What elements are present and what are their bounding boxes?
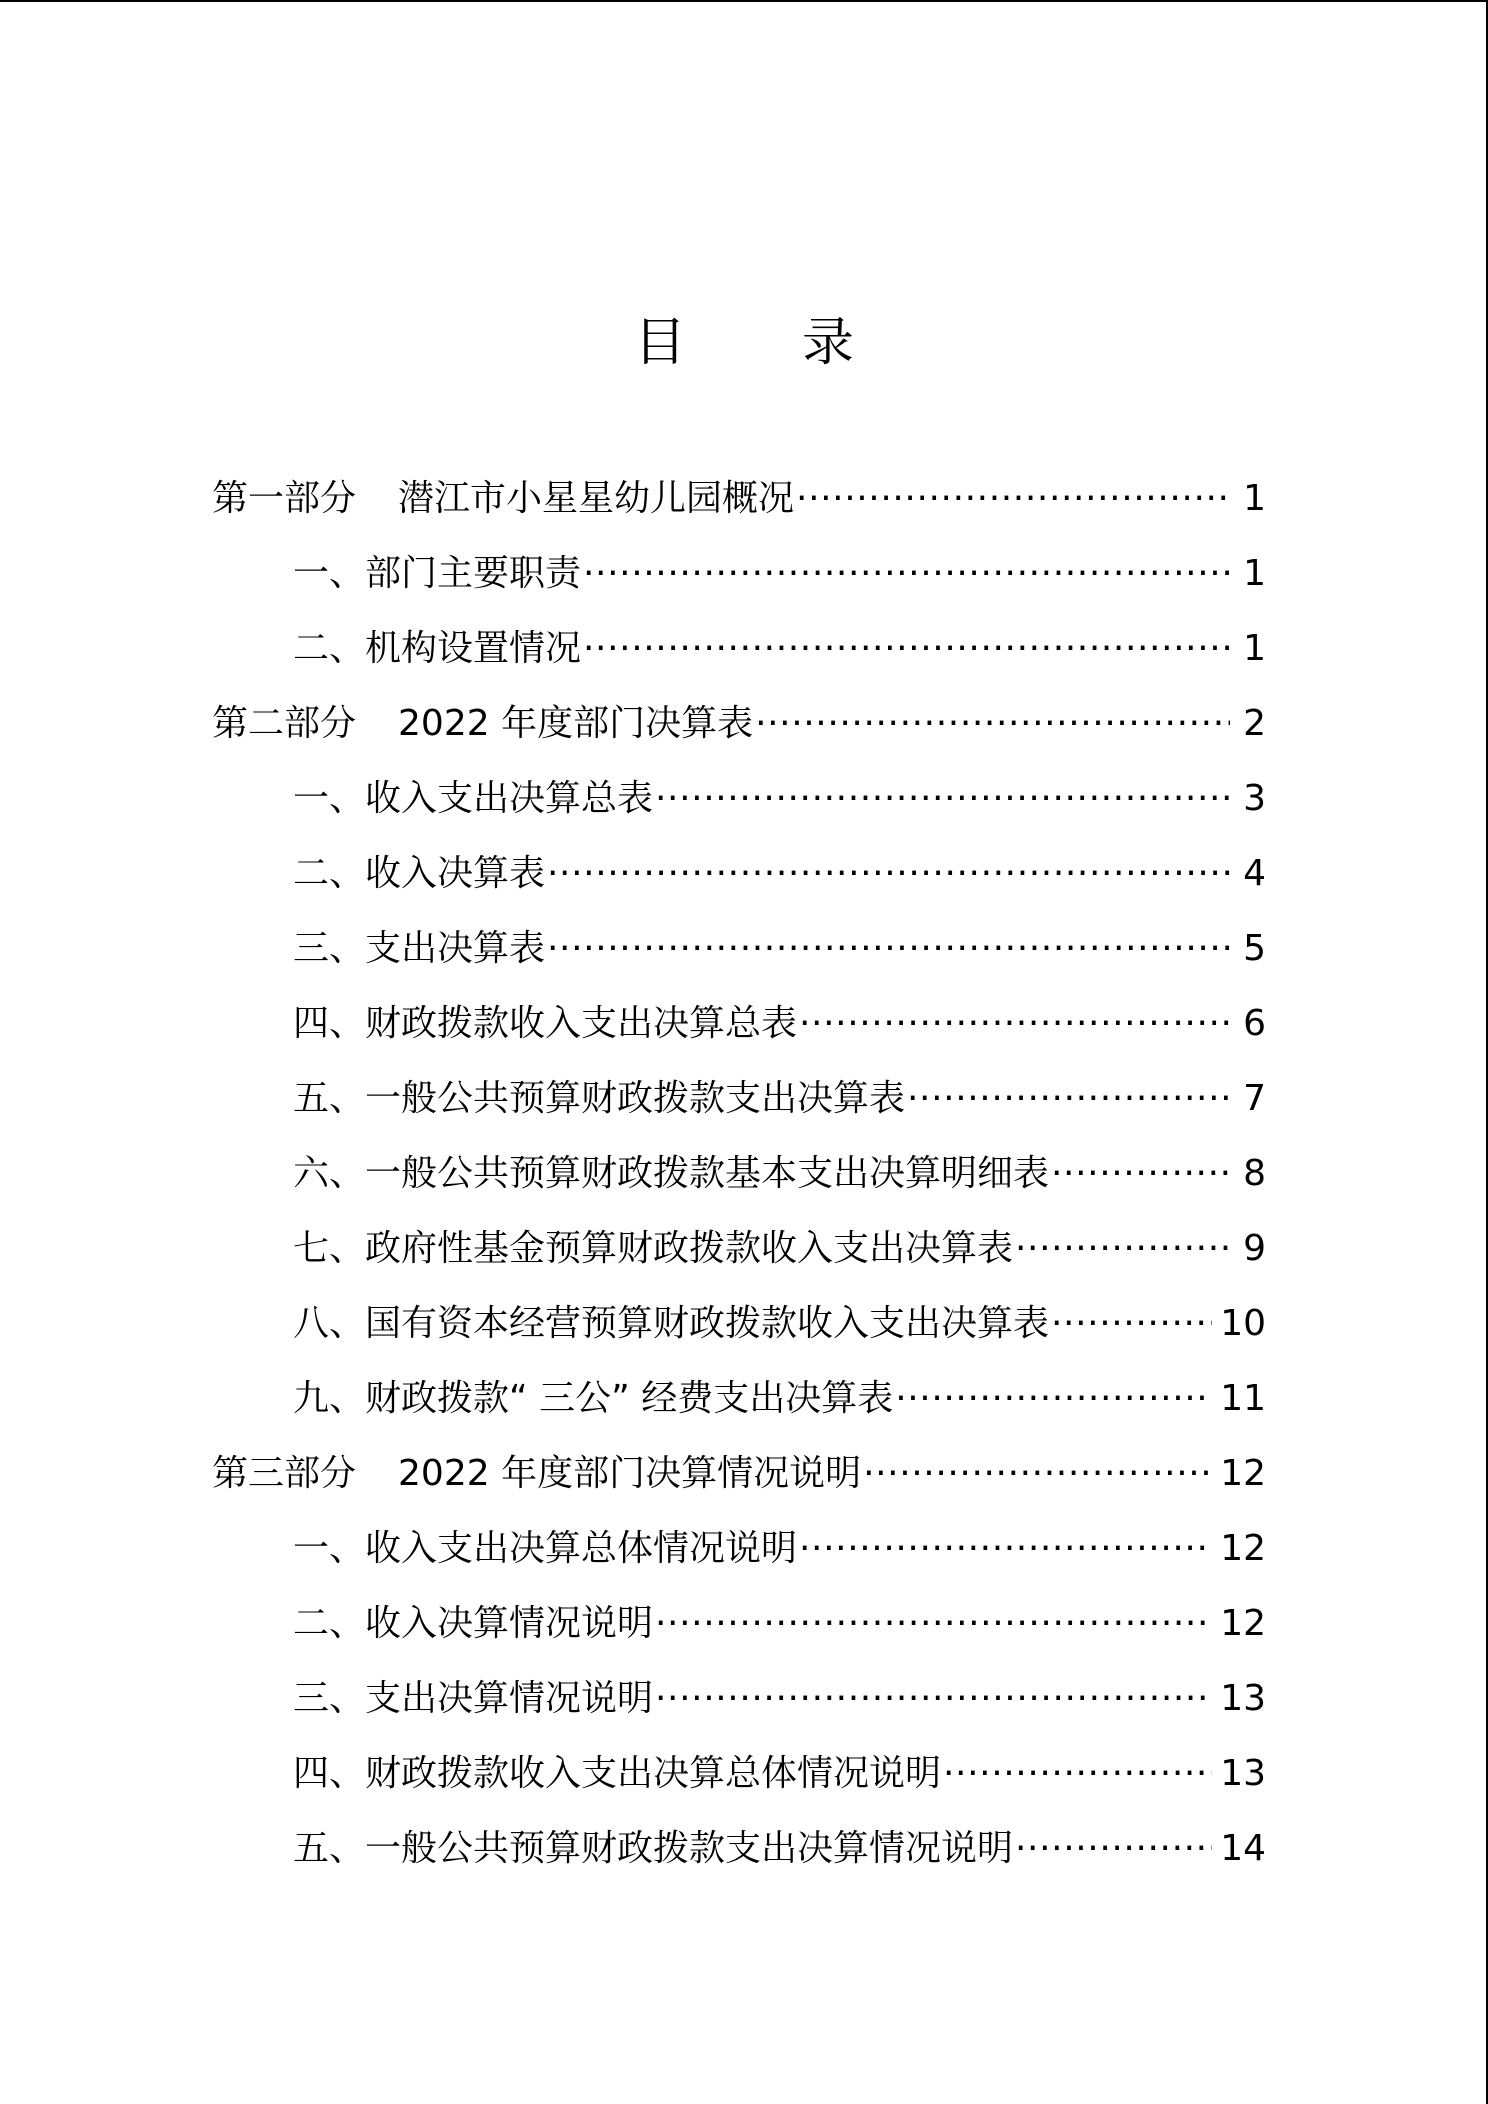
- toc-entry-text: [293, 1586, 653, 1661]
- toc-entry-label: 一、部门主要职责: [293, 553, 582, 594]
- toc-section-entry[interactable]: [212, 761, 1266, 836]
- toc-dot-leader: [583, 611, 1230, 686]
- toc-dot-leader: [907, 1061, 1230, 1136]
- toc-entry-text: [212, 1436, 861, 1511]
- toc-page-number: 13: [1220, 1753, 1266, 1794]
- toc-section-entry[interactable]: [212, 611, 1266, 686]
- toc-dot-leader: [863, 1436, 1212, 1511]
- toc-entry-label: 三、支出决算表: [293, 928, 546, 969]
- toc-entry-label: 九、财政拨款“ 三公” 经费支出决算表: [293, 1378, 894, 1419]
- toc-part-entry[interactable]: [212, 461, 1266, 536]
- toc-entry-label: 四、财政拨款收入支出决算总表: [293, 1003, 798, 1044]
- toc-part-entry[interactable]: [212, 686, 1266, 761]
- toc-entry-label: 一、收入支出决算总体情况说明: [293, 1528, 798, 1569]
- toc-entry-label: 潜江市小星星幼儿园概况: [398, 478, 795, 519]
- toc-entry-label: 二、收入决算情况说明: [293, 1603, 654, 1644]
- toc-dot-leader: [547, 911, 1230, 986]
- toc-dot-leader: [655, 1586, 1212, 1661]
- toc-entry-label: 二、机构设置情况: [293, 628, 582, 669]
- toc-title: [0, 308, 1488, 378]
- toc-page-number: 12: [1220, 1528, 1266, 1569]
- toc-entry-text: [293, 1361, 893, 1436]
- toc-dot-leader: [1015, 1811, 1212, 1886]
- toc-page-number: 1: [1243, 628, 1266, 669]
- toc-dot-leader: [895, 1361, 1212, 1436]
- toc-entry-label: 六、一般公共预算财政拨款基本支出决算明细表: [293, 1153, 1050, 1194]
- toc-entry-label: 七、政府性基金预算财政拨款收入支出决算表: [293, 1228, 1014, 1269]
- toc-page-number: 11: [1220, 1378, 1266, 1419]
- toc-entry-text: [293, 761, 653, 836]
- toc-entry-text: [293, 836, 545, 911]
- toc-section-entry[interactable]: [212, 1361, 1266, 1436]
- toc-page-number: 3: [1243, 778, 1266, 819]
- toc-page-number: 8: [1243, 1153, 1266, 1194]
- toc-page-number: 12: [1220, 1603, 1266, 1644]
- toc-part-entry[interactable]: [212, 1436, 1266, 1511]
- toc-entry-text: [293, 1736, 941, 1811]
- toc-section-entry[interactable]: [212, 1736, 1266, 1811]
- toc-dot-leader: [1051, 1136, 1230, 1211]
- toc-section-entry[interactable]: [212, 1136, 1266, 1211]
- toc-section-entry[interactable]: [212, 1211, 1266, 1286]
- toc-section-entry[interactable]: [212, 1511, 1266, 1586]
- toc-page-number: 9: [1243, 1228, 1266, 1269]
- toc-entry-label: 八、国有资本经营预算财政拨款收入支出决算表: [293, 1303, 1050, 1344]
- toc-section-entry[interactable]: [212, 1811, 1266, 1886]
- toc-part-prefix: 第二部分: [212, 703, 357, 744]
- toc-page-number: 7: [1243, 1078, 1266, 1119]
- toc-section-entry[interactable]: [212, 986, 1266, 1061]
- toc-dot-leader: [547, 836, 1230, 911]
- toc-dot-leader: [1015, 1211, 1230, 1286]
- toc-part-prefix: 第三部分: [212, 1453, 357, 1494]
- page-top-border: [0, 0, 1488, 2]
- toc-page-number: 2: [1243, 703, 1266, 744]
- toc-page-number: 12: [1220, 1453, 1266, 1494]
- toc-entry-text: [293, 1286, 1049, 1361]
- toc-dot-leader: [755, 686, 1230, 761]
- toc-entry-label: 一、收入支出决算总表: [293, 778, 654, 819]
- toc-dot-leader: [943, 1736, 1212, 1811]
- toc-title-char-2: 录: [802, 313, 855, 373]
- toc-entry-text: [293, 986, 797, 1061]
- toc-entry-text: [293, 1061, 905, 1136]
- toc-dot-leader: [655, 761, 1230, 836]
- toc-section-entry[interactable]: [212, 1286, 1266, 1361]
- toc-dot-leader: [796, 461, 1230, 536]
- toc-page-number: 5: [1243, 928, 1266, 969]
- toc-page-number: 4: [1243, 853, 1266, 894]
- toc-part-prefix: 第一部分: [212, 478, 357, 519]
- toc-page-number: 14: [1220, 1828, 1266, 1869]
- toc-entry-text: [293, 611, 581, 686]
- toc-entry-text: [293, 911, 545, 986]
- toc-entry-label: 四、财政拨款收入支出决算总体情况说明: [293, 1753, 942, 1794]
- toc-entry-text: [293, 1211, 1013, 1286]
- toc-page-number: 10: [1220, 1303, 1266, 1344]
- toc-entry-text: [293, 536, 581, 611]
- toc-dot-leader: [655, 1661, 1212, 1736]
- toc-dot-leader: [799, 1511, 1212, 1586]
- toc-entry-text: [293, 1661, 653, 1736]
- toc-list: [212, 461, 1266, 1886]
- toc-dot-leader: [583, 536, 1230, 611]
- toc-section-entry[interactable]: [212, 911, 1266, 986]
- toc-entry-label: 二、收入决算表: [293, 853, 546, 894]
- toc-entry-label: 五、一般公共预算财政拨款支出决算表: [293, 1078, 906, 1119]
- toc-entry-text: [293, 1136, 1049, 1211]
- toc-page-number: 1: [1243, 478, 1266, 519]
- toc-entry-text: [293, 1511, 797, 1586]
- toc-entry-text: [212, 461, 794, 536]
- toc-section-entry[interactable]: [212, 836, 1266, 911]
- toc-section-entry[interactable]: [212, 536, 1266, 611]
- toc-page-number: 6: [1243, 1003, 1266, 1044]
- toc-entry-label: 2022 年度部门决算表: [398, 703, 754, 744]
- toc-entry-label: 2022 年度部门决算情况说明: [398, 1453, 862, 1494]
- toc-entry-label: 三、支出决算情况说明: [293, 1678, 654, 1719]
- toc-section-entry[interactable]: [212, 1061, 1266, 1136]
- toc-dot-leader: [1051, 1286, 1212, 1361]
- toc-entry-text: [293, 1811, 1013, 1886]
- toc-entry-text: [212, 686, 753, 761]
- toc-entry-label: 五、一般公共预算财政拨款支出决算情况说明: [293, 1828, 1014, 1869]
- toc-dot-leader: [799, 986, 1230, 1061]
- toc-title-char-1: 目: [633, 313, 686, 373]
- toc-page-number: 13: [1220, 1678, 1266, 1719]
- toc-section-entry[interactable]: [212, 1661, 1266, 1736]
- toc-page-number: 1: [1243, 553, 1266, 594]
- toc-section-entry[interactable]: [212, 1586, 1266, 1661]
